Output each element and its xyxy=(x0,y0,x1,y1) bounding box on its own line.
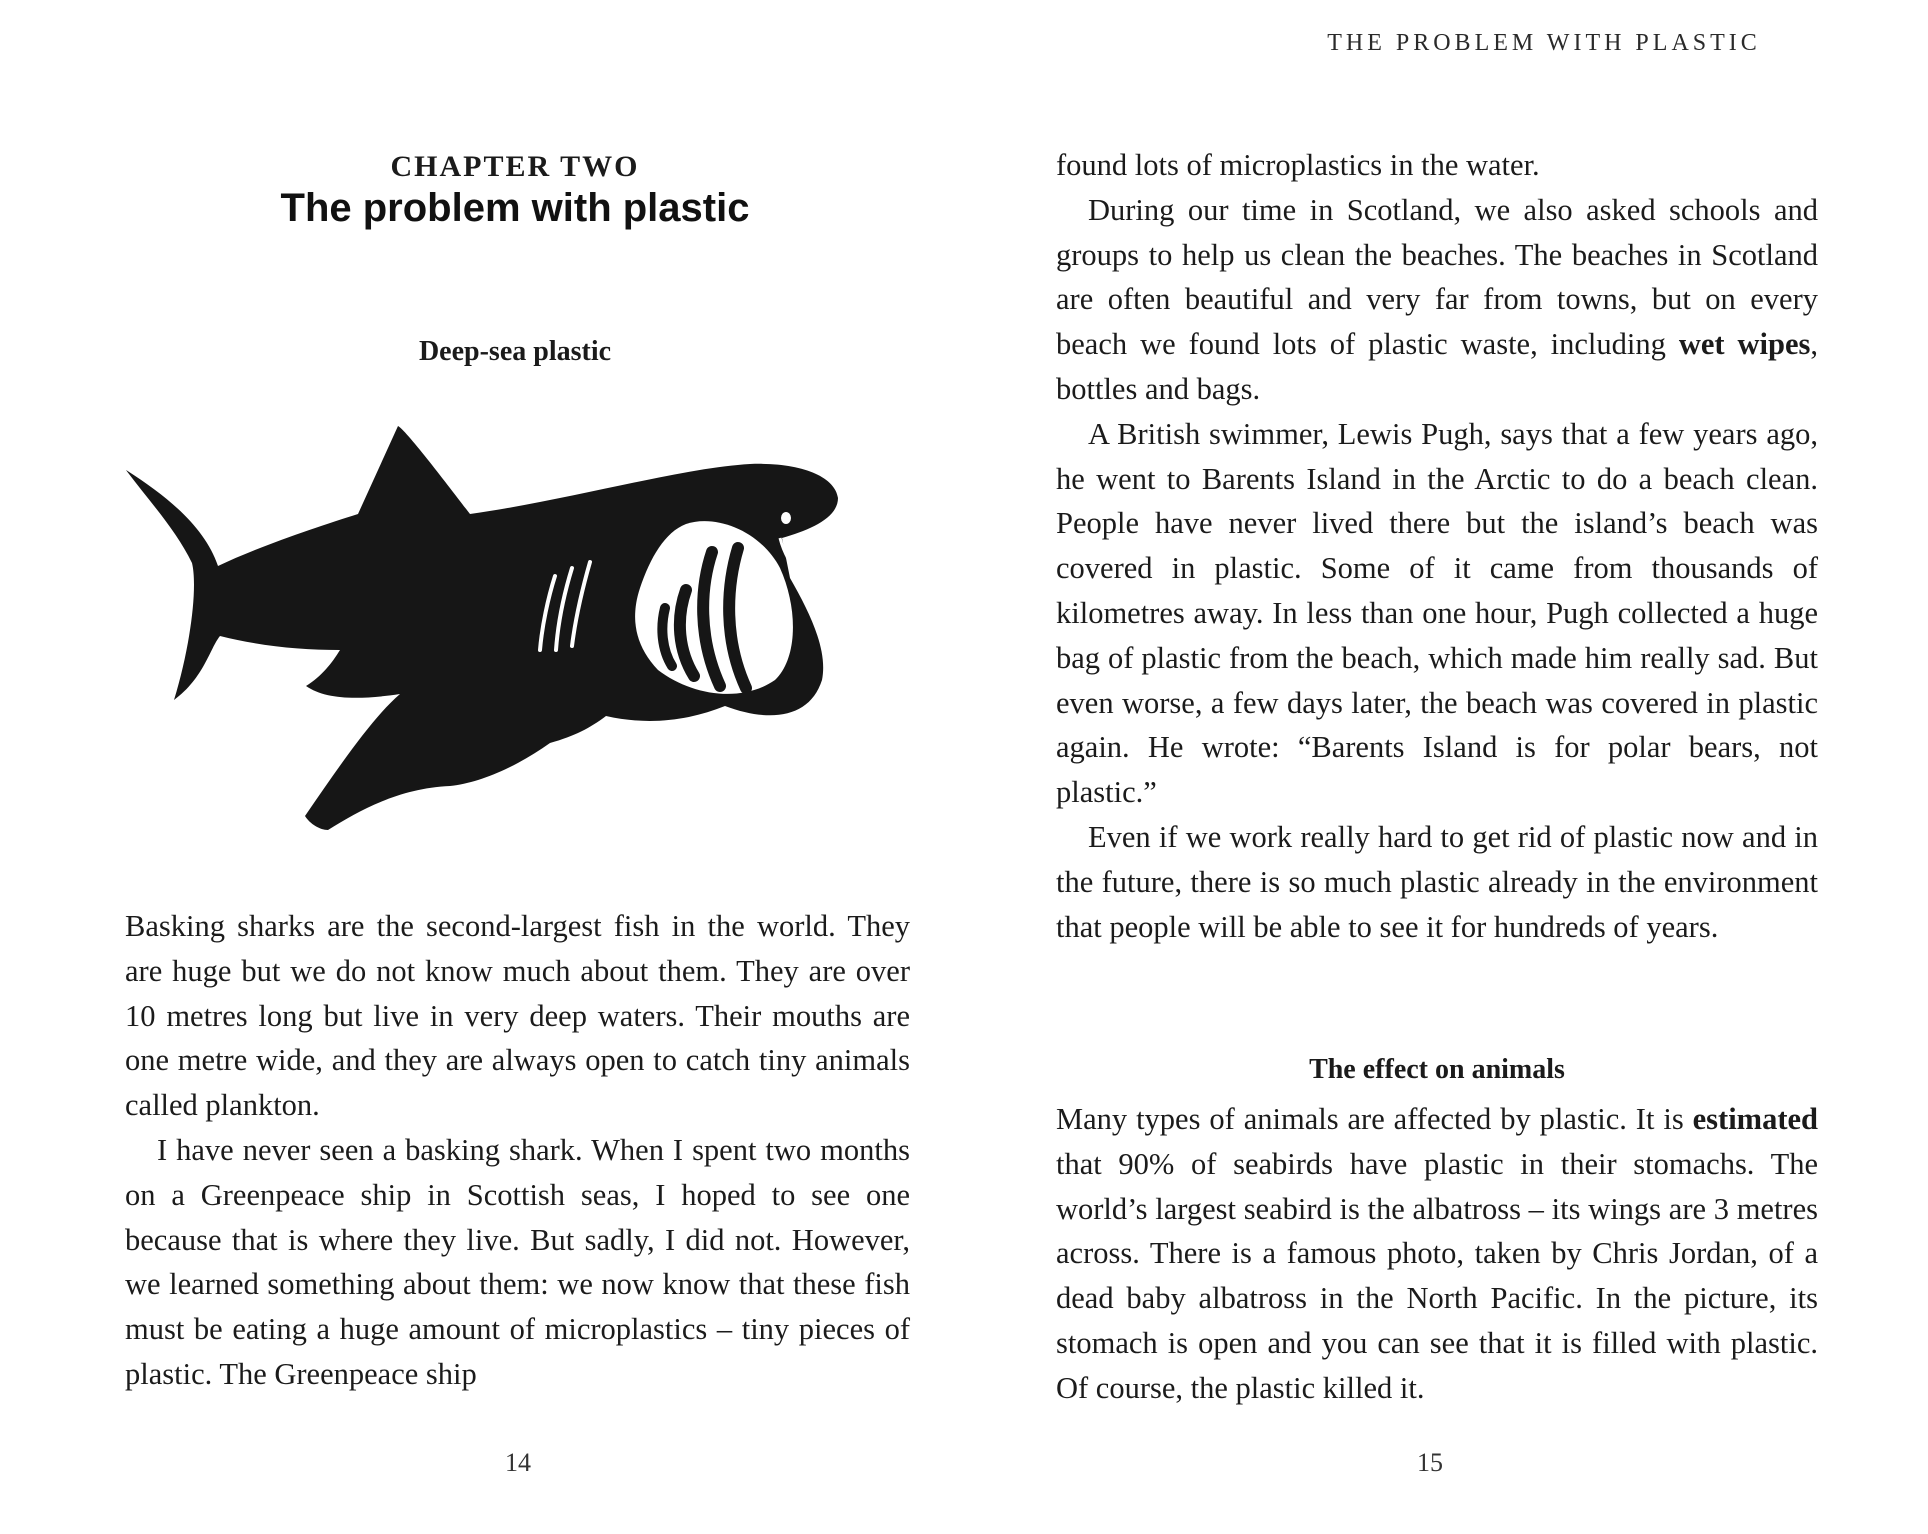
paragraph: I have never seen a basking shark. When I spent two months on a Greenpeace ship in Scottish seas, I hoped to see one because that is where they live. But sadly, I did not. However, we learned something about them: we now know that these fish must be eating a huge amount of microplastics – tiny pieces of plastic. The Greenpeace ship xyxy=(125,1132,910,1391)
paragraph: Even if we work really hard to get rid of plastic now and in the future, there is so much plastic already in the environment that people will be able to see it for hundreds of years. xyxy=(1056,819,1818,944)
page-number-left: 14 xyxy=(505,1448,531,1477)
paragraph: Many types of animals are affected by plastic. It is estimated that 90% of seabirds have plastic in their stomachs. The world’s largest seabird is the albatross – its wings are 3 metres across. There is a famous photo, taken by Chris Jordan, of a dead baby albatross in the North Pacific. In the picture, its stomach is open and you can see that it is filled with plastic. Of course, the plastic killed it. xyxy=(1056,1102,1818,1405)
section-heading-deep-sea: Deep-sea plastic xyxy=(418,336,612,367)
left-body-text xyxy=(125,904,910,1397)
basking-shark-illustration xyxy=(120,418,920,838)
paragraph: found lots of microplastics in the water. xyxy=(1056,148,1540,182)
paragraph: A British swimmer, Lewis Pugh, says that a few years ago, he went to Barents Island in the Arctic to do a beach clean. People have never lived there but the island’s beach was covered in plastic. Some of it came from thousands of kilometres away. In less than one hour, Pugh collected a huge bag of plastic from the beach, which made him really sad. But even worse, a few days later, the beach was covered in plastic again. He wrote: “Barents Island is for polar bears, not plastic.” xyxy=(1056,416,1818,810)
paragraph: Basking sharks are the second-largest fish in the world. They are huge but we do not know much about them. They are over 10 metres long but live in very deep waters. Their mouths are one metre wide, and they are always open to catch tiny animals called plankton. xyxy=(125,909,910,1123)
chapter-title: The problem with plastic xyxy=(280,186,750,230)
right-body-text xyxy=(1056,143,1818,949)
page-number-right: 15 xyxy=(1417,1448,1443,1477)
keyword-wet-wipes: wet wipes xyxy=(1678,327,1811,362)
shark-eye xyxy=(781,512,791,524)
section-heading-effect-on-animals: The effect on animals xyxy=(1309,1054,1565,1085)
right-body-text-2 xyxy=(1056,1097,1818,1411)
right-page xyxy=(964,0,1928,1534)
running-head: THE PROBLEM WITH PLASTIC xyxy=(1327,30,1761,56)
paragraph: During our time in Scotland, we also asked schools and groups to help us clean the beaches. The beaches in Scotland are often beautiful and very far from towns, but on every beach we found lots of plastic waste, including wet wipes, bottles and bags. xyxy=(1056,192,1818,406)
keyword-estimated: estimated xyxy=(1692,1102,1818,1136)
chapter-label: CHAPTER TWO xyxy=(390,150,640,183)
